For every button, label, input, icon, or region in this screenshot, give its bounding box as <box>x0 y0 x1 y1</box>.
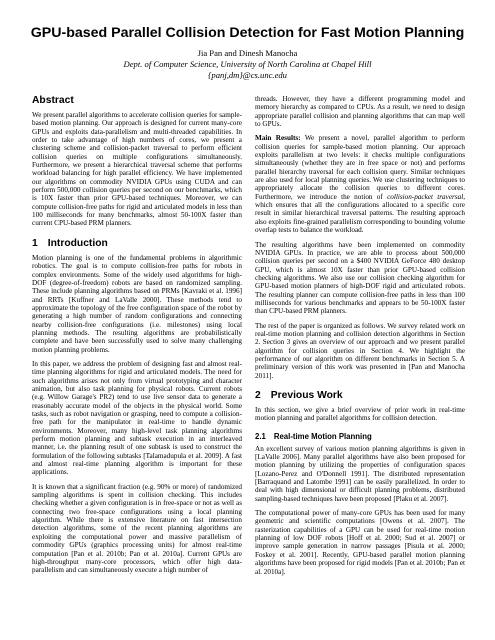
left-column <box>32 95 242 581</box>
paper-title: GPU-based Parallel Collision Detection for Fast Motion Planning <box>30 25 465 41</box>
main-results-label: Main Results: <box>255 134 301 143</box>
abstract-heading: Abstract <box>32 95 74 106</box>
section-1-heading: 1 Introduction <box>32 237 108 249</box>
intro-paragraph-7: The rest of the paper is organized as follows. We survey related work on real-time motion planning and collision detection algorithms in Section 2. Section 3 gives an overview of our approach and we present parallel algorithm for collision queries in Section 4. We highlight the performance of our algorithm on different benchmarks in Section 5. A preliminary version of this work was presented in [Pan and Manocha 2011]. <box>255 321 465 380</box>
intro-paragraph-2: In this paper, we address the problem of designing fast and almost real-time planning algorithms for rigid and articulated models. The need for such algorithms arises not only from virtual prototyping and character animation, but also task planning for physical robots. Current robots (e.g. Willow Garage's PR2) tend to use live sensor data to generate a reasonably accurate model of the objects in the physical world. Some tasks, such as robot navigation or grasping, need to compute a collision-free path for the manipulator in real-time to handle dynamic environments. Moreover, many high-level task planning algorithms perform motion planning and subtask execution in an interleaved manner, i.e. the planning result of one subtask is used to construct the formulation of the following subtasks [Talamadupula et al. 2009]. A fast and almost real-time planning algorithm is important for these applications. <box>32 359 242 477</box>
section-2-heading: 2 Previous Work <box>255 390 343 401</box>
right-column <box>255 95 465 582</box>
email: {panj,dm}@cs.unc.edu <box>208 70 287 80</box>
intro-paragraph-4: threads. However, they have a different programming model and memory hierarchy as compared to CPUs. As a result, we need to design appropriate parallel collision and planning algorithms that can map well to GPUs. <box>255 95 465 129</box>
abstract-text: We present parallel algorithms to accelerate collision queries for sample-based motion planning. Our approach is designed for current many-core GPUs and exploits data-parallelism and multi-threaded capabilities. In order to take advantage of high numbers of cores, we present a clustering scheme and collision-packet traversal to perform efficient collision queries on multiple configurations simultaneously. Furthermore, we present a hierarchical traversal scheme that performs workload balancing for high parallel efficiency. We have implemented our algorithms on commodity NVIDIA GPUs using CUDA and can perform 500,000 collision queries per second on our benchmarks, which is 10X faster than prior GPU-based techniques. Moreover, we can compute collision-free paths for rigid and articulated models in less than 100 milliseconds for many benchmarks, almost 50-100X faster than current CPU-based PRM planners. <box>32 111 242 228</box>
intro-paragraph-6: The resulting algorithms have been implemented on commodity NVIDIA GPUs. In practice, we are able to process about 500,000 collision queries per second on a $400 NVIDIA GeForce 480 desktop GPU, which is almost 10X faster than prior GPU-based collision checking algorithms. We also use our collision checking algorithm for GPU-based motion planners of high-DOF rigid and articulated robots. The resulting planner can compute collision-free paths in less than 100 milliseconds for various benchmarks and appears to be 50-100X faster than CPU-based PRM planners. <box>255 240 465 316</box>
section-2-1-heading: 2.1 Real-time Motion Planning <box>255 431 372 441</box>
main-results-paragraph: Main Results: We present a novel, parallel algorithm to perform collision queries for sample-based motion planning. Our approach exploits parallelism at two levels: it checks multiple configurations simultaneously (whether they are in free space or not) and performs parallel hierarchy traversal for each collision query. Similar techniques are also used for local planning queries. We use clustering techniques to appropriately allocate the collision queries to different cores. Furthermore, we introduce the notion of collision-packet traversal, which ensures that all the configurations allocated to a specific core result in similar hierarchical traversal patterns. The resulting approach also exploits fine-grained parallelism corresponding to bounding volume overlap tests to balance the workload. <box>255 134 466 235</box>
intro-paragraph-1: Motion planning is one of the fundamental problems in algorithmic robotics. The goal is to compute collision-free paths for robots in complex environments. Some of the widely used algorithms for high-DOF (degree-of-freedom) robots are based on randomized sampling. These include planning algorithms based on PRMs [Kavraki et al. 1996] and RRTs [Kuffner and LaValle 2000]. These methods tend to approximate the topology of the free configuration space of the robot by generating a high number of random configurations and connecting nearby collision-free configurations (i.e. milestones) using local planning methods. The resulting algorithms are probabilistically complete and have been successfully used to solve many challenging motion planning problems. <box>32 253 242 354</box>
previous-work-paragraph: In this section, we give a brief overview of prior work in real-time motion planning and parallel algorithms for collision detection. <box>255 406 465 423</box>
realtime-paragraph-2: The computational power of many-core GPUs has been used for many geometric and scientific computations [Owens et al. 2007]. The rasterization capabilities of a GPU can be used for real-time motion planning of low DOF robots [Hoff et al. 2000; Sud et al. 2007] or improve sample generation in narrow passages [Pisula et al. 2000; Foskey et al. 2001]. Recently, GPU-based parallel motion planning algorithms have been proposed for rigid models [Pan et al. 2010b; Pan et al. 2010a]. <box>255 509 465 576</box>
affiliation: Dept. of Computer Science, University of North Carolina at Chapel Hill <box>123 59 372 69</box>
authors: Jia Pan and Dinesh Manocha <box>197 48 298 58</box>
realtime-paragraph-1: An excellent survey of various motion planning algorithms is given in [LaValle 2006]. Many parallel algorithms have also been proposed for motion planning by utilizing the properties of configuration spaces [Lozano-Perez and O'Donnell 1991]. The distributed representation [Barraquand and Latombe 1991] can be easily parallelized. In order to deal with high dimensional or difficult planning problems, distributed sampling-based techniques have been proposed [Plaku et al. 2007]. <box>255 444 465 503</box>
intro-paragraph-3: It is known that a significant fraction (e.g. 90% or more) of randomized sampling algorithms is spent in collision checking. This includes checking whether a given configuration is in free-space or not as well as connecting two free-space configurations using a local planning algorithm. While there is extensive literature on fast intersection detection algorithms, some of the recent planning algorithms are exploiting the computational power and massive parallelism of commodity GPUs (graphics processing units) for almost real-time computation [Pan et al. 2010b; Pan et al. 2010a]. Current GPUs are high-throughput many-core processors, which offer high data-parallelism and can simultaneously execute a high number of <box>32 482 242 575</box>
